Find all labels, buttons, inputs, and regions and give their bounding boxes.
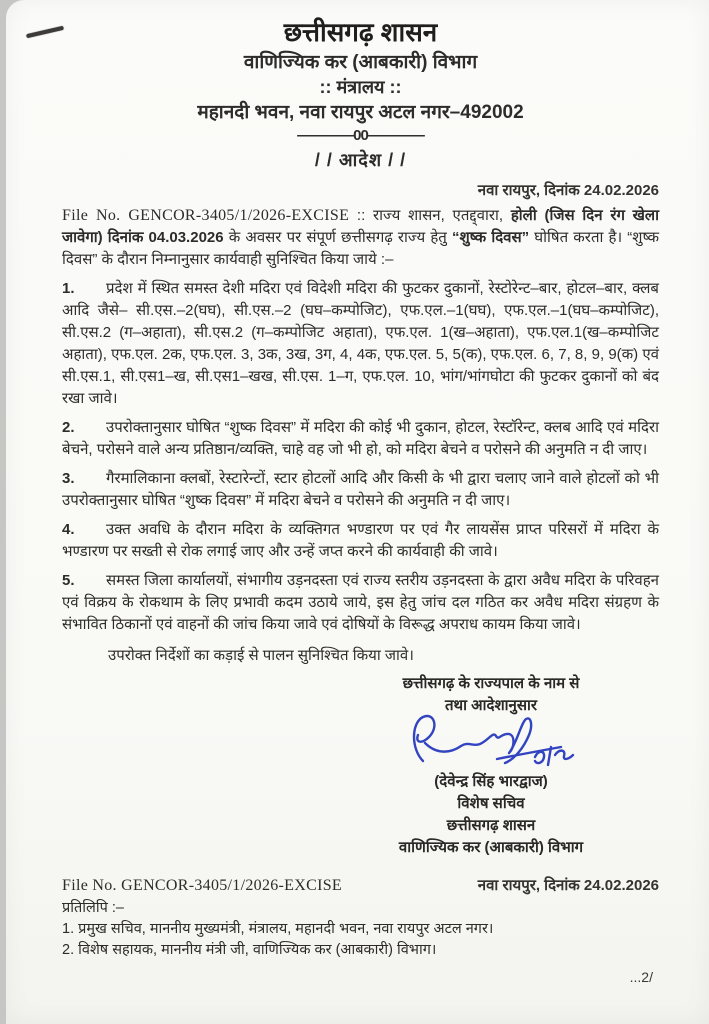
paragraph-number: 3. [62, 469, 75, 487]
order-paragraph-4 [62, 519, 659, 563]
signatory-name: (देवेन्द्र सिंह भारद्वाज) [434, 772, 548, 790]
paragraph-text: प्रदेश में स्थित समस्त देशी मदिरा एवं विदेशी मदिरा की फुटकर दुकानों, रेस्टोरेन्ट–बार, होटल–बार, क्लब आदि जैसे– सी.एस.–2(घघ), सी.एस.–2 (घघ–कम्पोजिट), एफ.एल.–1(घघ), एफ.एल.–1(घघ–कम्पोजिट), सी.एस.2 (ग–अहाता), सी.एस.2 (ग–कम्पोजिट अहाता), एफ.एल. 1(ख–अहाता), एफ.एल.1(ख–कम्पोजिट अहाता), एफ.एल. 2क, एफ.एल. 3, 3क, 3ख, 3ग, 4, 4क, एफ.एल. 5, 5(क), एफ.एल. 6, 7, 8, 9, 9(क) एवं सी.एस.1, सी.एस1–ख, सी.एस1–खख, सी.एस. 1–ग, एफ.एल. 10, भांग/भांगघोटा की फुटकर दुकानों को बंद रखा जावे। [62, 279, 659, 407]
document-content [6, 0, 709, 985]
government-name: छत्तीसगढ़ शासन [283, 17, 438, 47]
signatory-organisation: छत्तीसगढ़ शासन [446, 816, 536, 834]
signature-area [341, 717, 641, 771]
page-continuation-marker: ...2/ [629, 968, 653, 985]
department-name: वाणिज्यिक कर (आबकारी) विभाग [243, 51, 478, 73]
signature-block [341, 673, 641, 859]
by-order-line-2: तथा आदेशानुसार [444, 696, 538, 714]
paragraph-text: उपरोक्तानुसार घोषित “शुष्क दिवस” में मदिरा की कोई भी दुकान, होटल, रेस्टॉरेन्ट, क्लब आदि एवं मदिरा बेचने, परोसने वाले अन्य प्रतिष्ठान/व्यक्ति, चाहे वह जो भी हो, को मदिरा बेचने व परोसने की अनुमति न दी जाए। [62, 418, 659, 458]
signatory-designation: विशेष सचिव [457, 794, 525, 812]
opening-paragraph: File No. GENCOR-3405/1/2026-EXCISE :: राज्य शासन, एतद्द्वारा, होली (जिस दिन रंग खेला जावेगा) दिनांक 04.03.2026 के अवसर पर संपूर्ण छत्तीसगढ़ राज्य हेतु “शुष्क दिवस” घोषित करता है। “शुष्क दिवस” के दौरान निम्नानुसार कार्यवाही सुनिश्चित किया जाये :– [62, 206, 659, 268]
paper-sheet [6, 0, 709, 1024]
paragraph-number: 4. [62, 520, 75, 538]
order-paragraph-1 [62, 278, 659, 410]
copy-list [62, 898, 659, 961]
paragraph-number: 5. [62, 571, 75, 589]
order-title: / / आदेश / / [314, 150, 407, 171]
address-line: महानदी भवन, नवा रायपुर अटल नगर–492002 [197, 101, 524, 123]
paragraph-number: 1. [62, 279, 75, 297]
issue-place-date: नवा रायपुर, दिनांक 24.02.2026 [477, 181, 659, 199]
document-footer [62, 875, 659, 985]
file-number: File No. GENCOR-3405/1/2026-EXCISE [62, 876, 342, 894]
ministry-line: :: मंत्रालय :: [319, 77, 402, 98]
paragraph-text: समस्त जिला कार्यालयों, संभागीय उड़नदस्ता एवं राज्य स्तरीय उड़नदस्ता के द्वारा अवैध मदिरा के परिवहन एवं विक्रय के रोकथाम के लिए प्रभावी कदम उठाये जाये, इस हेतु जांच दल गठित कर अवैध मदिरा संग्रहण के संभावित ठिकानों एवं वाहनों की जांच किया जावे एवं दोषियों के विरूद्ध अपराध कायम किया जावे। [62, 571, 659, 633]
order-paragraph-3 [62, 468, 659, 512]
copy-label: प्रतिलिपि :– [62, 899, 124, 916]
paragraph-text: गैरमालिकाना क्लबों, रेस्टारेन्टों, स्टार होटलों आदि और किसी के भी द्वारा चलाए जाने वाले होटलों को भी उपरोक्तानुसार घोषित “शुष्क दिवस” में मदिरा बेचने व परोसने की अनुमति न दी जाए। [62, 469, 659, 509]
signatory-department: वाणिज्यिक कर (आबकारी) विभाग [398, 838, 584, 856]
footer-file-row [62, 875, 659, 895]
order-paragraph-5 [62, 570, 659, 636]
order-paragraph-2 [62, 417, 659, 461]
paragraph-text: उक्त अवधि के दौरान मदिरा के व्यक्तिगत भण्डारण पर एवं गैर लायसेंस प्राप्त परिसरों में मदिरा के भण्डारण पर सख्ती से रोक लगाई जाए और उन्हें जप्त करने की कार्यवाही की जावे। [62, 520, 659, 560]
paragraph-number: 2. [62, 418, 75, 436]
handwritten-signature [401, 703, 591, 781]
document-header [62, 16, 659, 172]
copy-item-2: 2. विशेष सहायक, माननीय मंत्री जी, वाणिज्यिक कर (आबकारी) विभाग। [62, 941, 437, 958]
footer-place-date: नवा रायपुर, दिनांक 24.02.2026 [477, 876, 659, 894]
header-divider: ————00———— [297, 126, 424, 144]
closing-instruction: उपरोक्त निर्देशों का कड़ाई से पालन सुनिश्चित किया जावे। [108, 646, 414, 664]
by-order-line-1: छत्तीसगढ़ के राज्यपाल के नाम से [402, 674, 580, 692]
copy-item-1: 1. प्रमुख सचिव, माननीय मुख्यमंत्री, मंत्रालय, महानदी भवन, नवा रायपुर अटल नगर। [62, 920, 494, 937]
